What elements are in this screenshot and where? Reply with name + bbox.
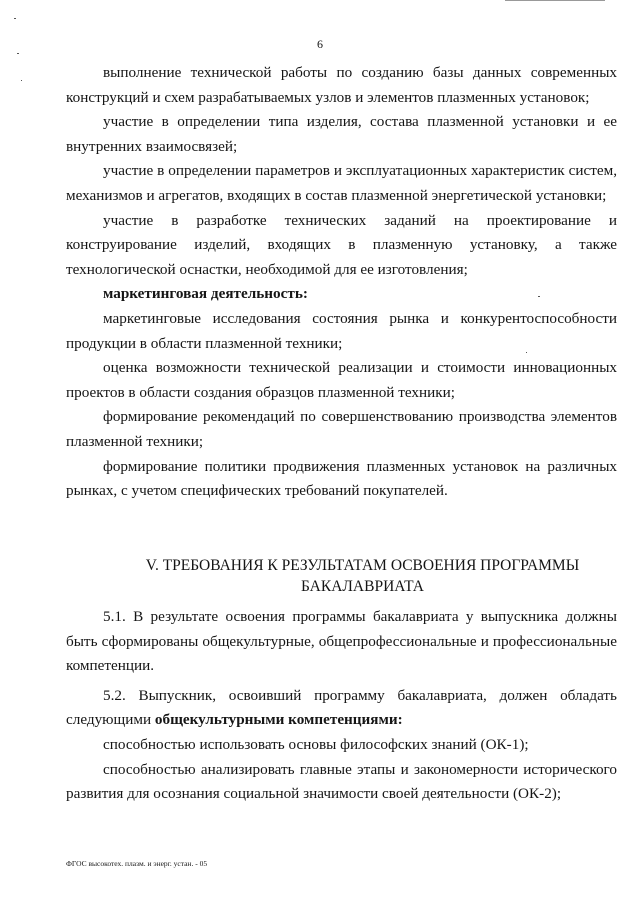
activities-list xyxy=(66,61,617,504)
activity-item: участие в определении параметров и эксплуатационных характеристик систем, механизмов и агрегатов, входящих в состав плазменной энергетической установки; xyxy=(66,162,617,204)
marketing-item: формирование политики продвижения плазменных установок на различных рынках, с учетом специфических требований покупателей. xyxy=(66,457,617,500)
activity-item: участие в определении типа изделия, состава плазменной установки и ее внутренних взаимосвязей; xyxy=(66,113,617,155)
scan-speck xyxy=(538,296,540,297)
scan-line xyxy=(505,0,605,1)
marketing-item: маркетинговые исследования состояния рынка и конкурентоспособности продукции в области плазменной техники; xyxy=(66,309,617,352)
page-number: 6 xyxy=(317,37,323,51)
competency-item: способностью анализировать главные этапы и закономерности исторического развития для осознания социальной значимости своей деятельности (ОК-2); xyxy=(66,760,617,803)
scan-speck xyxy=(526,352,527,353)
clause-5-2 xyxy=(66,684,617,733)
scan-speck xyxy=(14,18,16,19)
clause-5-2-text: 5.2. Выпускник, освоивший программу бакалавриата, должен обладать следующими xyxy=(66,686,617,729)
marketing-item: оценка возможности технической реализации и стоимости инновационных проектов в области создания образцов плазменной техники; xyxy=(66,359,617,401)
activity-item: выполнение технической работы по созданию базы данных современных конструкций и схем разрабатываемых узлов и элементов плазменных установок; xyxy=(66,64,617,106)
section-title-line-2: БАКАЛАВРИАТА xyxy=(300,578,424,595)
marketing-heading: маркетинговая деятельность: xyxy=(103,285,308,303)
section-heading xyxy=(110,555,615,597)
activity-item: участие в разработке технических заданий на проектирование и конструирование изделий, входящих в плазменную установку, а также технологической оснастки, необходимой для ее изготовления; xyxy=(66,211,617,278)
results-section xyxy=(66,605,617,807)
section-title-line-1: V. ТРЕБОВАНИЯ К РЕЗУЛЬТАТАМ ОСВОЕНИЯ ПРОГРАММЫ xyxy=(145,557,580,574)
marketing-item: формирование рекомендаций по совершенствованию производства элементов плазменной техники; xyxy=(66,408,617,450)
competency-item: способностью использовать основы философских знаний (ОК-1); xyxy=(103,735,529,753)
clause-5-1: 5.1. В результате освоения программы бакалавриата у выпускника должны быть сформированы общекультурные, общепрофессиональные и профессиональные компетенции. xyxy=(66,608,617,675)
scan-speck xyxy=(17,53,19,54)
clause-5-2-bold: общекультурными компетенциями: xyxy=(154,711,403,729)
footer-text: ФГОС высокотех. плазм. и энерг. устан. - 05 xyxy=(66,859,208,868)
scan-speck xyxy=(21,80,22,81)
